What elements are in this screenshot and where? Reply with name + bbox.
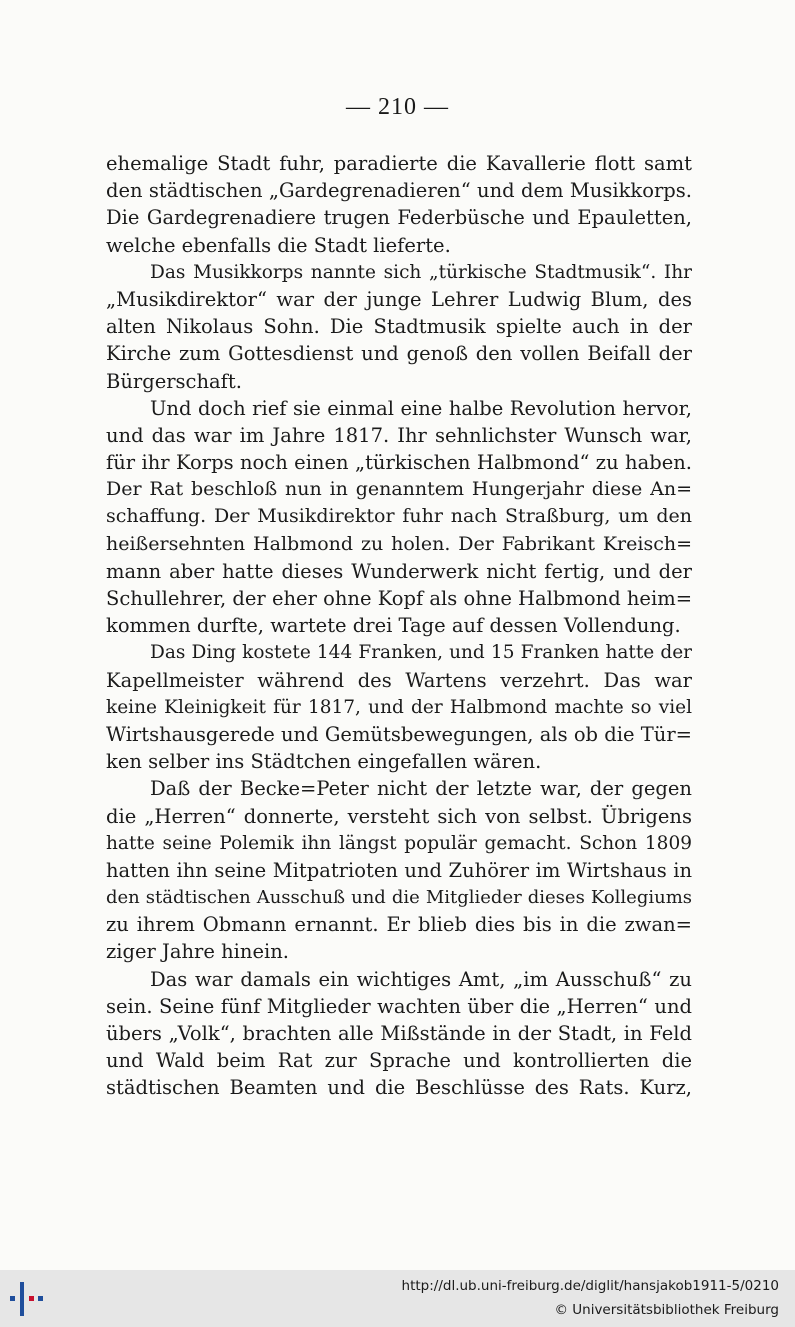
text-line: Kirche zum Gottesdienst und genoß den vollen Beifall der (106, 342, 692, 366)
text-line: Die Gardegrenadiere trugen Federbüsche und Epauletten, (106, 206, 692, 230)
text-line: hatte seine Polemik ihn längst populär gemacht. Schon 1809 (106, 832, 692, 854)
text-line: keine Kleinigkeit für 1817, und der Halbmond machte so viel (106, 696, 692, 718)
text-line: kommen durfte, wartete drei Tage auf dessen Vollendung. (106, 614, 681, 638)
text-line: hatten ihn seine Mitpatrioten und Zuhörer im Wirtshaus in (106, 858, 692, 882)
page-number: — 210 — (346, 94, 449, 120)
text-line: den städtischen „Gardegrenadieren“ und dem Musikkorps. (106, 179, 692, 203)
text-line: sein. Seine fünf Mitglieder wachten über die „Herren“ und (106, 994, 692, 1018)
text-line: welche ebenfalls die Stadt lieferte. (106, 233, 451, 257)
text-line: alten Nikolaus Sohn. Die Stadtmusik spielte auch in der (106, 315, 692, 339)
logo-bar-left (10, 1296, 15, 1301)
logo-bar-right-blue (38, 1296, 43, 1301)
text-line: ehemalige Stadt fuhr, paradierte die Kavallerie flott samt (106, 152, 692, 175)
text-line: mann aber hatte dieses Wunderwerk nicht fertig, und der (106, 559, 692, 583)
text-line: Das Musikkorps nannte sich „türkische Stadtmusik“. Ihr (150, 261, 692, 283)
text-line: Und doch rief sie einmal eine halbe Revolution hervor, (150, 396, 692, 420)
text-line: ken selber ins Städtchen eingefallen wären. (106, 750, 542, 774)
text-line: heißersehnten Halbmond zu holen. Der Fabrikant Kreisch= (106, 532, 692, 555)
text-line: Daß der Becke=Peter nicht der letzte war, der gegen (150, 777, 692, 801)
text-line: die „Herren“ donnerte, versteht sich von selbst. Übrigens (106, 804, 692, 828)
text-line: „Musikdirektor“ war der junge Lehrer Ludwig Blum, des (106, 287, 692, 311)
text-line: ziger Jahre hinein. (106, 940, 290, 964)
permalink[interactable]: http://dl.ub.uni-freiburg.de/diglit/hansjakob1911-5/0210 (401, 1278, 779, 1294)
text-line: zu ihrem Obmann ernannt. Er blieb dies bis in die zwan= (106, 913, 692, 937)
page-text (106, 150, 692, 1102)
text-line: und Wald beim Rat zur Sprache und kontrollierten die (106, 1049, 692, 1073)
copyright-notice: © Universitätsbibliothek Freiburg (554, 1302, 779, 1318)
text-line: Kapellmeister während des Wartens verzehrt. Das war (106, 668, 692, 692)
text-line: städtischen Beamten und die Beschlüsse des Rats. Kurz, (106, 1076, 692, 1100)
text-line: schaffung. Der Musikdirektor fuhr nach Straßburg, um den (106, 505, 692, 528)
text-line: Bürgerschaft. (106, 369, 242, 393)
viewer-footer (0, 1270, 795, 1327)
text-line: Schullehrer, der eher ohne Kopf als ohne Halbmond heim= (106, 587, 692, 610)
logo-bar-center (20, 1282, 24, 1316)
text-line: übers „Volk“, brachten alle Mißstände in der Stadt, in Feld (106, 1022, 692, 1045)
text-line: Das Ding kostete 144 Franken, und 15 Franken hatte der (150, 642, 692, 664)
text-line: Das war damals ein wichtiges Amt, „im Ausschuß“ zu (150, 967, 692, 991)
text-line: für ihr Korps noch einen „türkischen Halbmond“ zu haben. (106, 451, 692, 475)
text-line: den städtischen Ausschuß und die Mitglieder dieses Kollegiums (106, 887, 692, 909)
text-line: Wirtshausgerede und Gemütsbewegungen, als ob die Tür= (106, 722, 692, 746)
library-logo-icon (8, 1280, 48, 1318)
text-line: und das war im Jahre 1817. Ihr sehnlichster Wunsch war, (106, 423, 692, 447)
logo-bar-right-red (29, 1296, 34, 1301)
text-line: Der Rat beschloß nun in genanntem Hungerjahr diese An= (106, 478, 692, 501)
